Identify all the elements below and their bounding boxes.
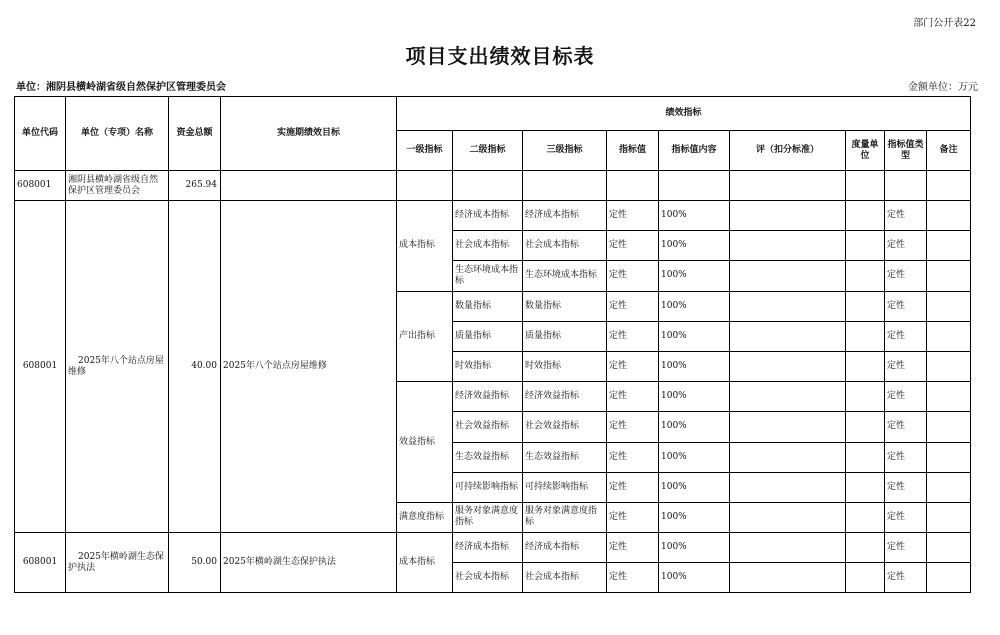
amount-unit-label: 金额单位：万元: [908, 82, 978, 93]
note-cell: [927, 231, 971, 261]
scoring-cell: [730, 472, 846, 502]
measure-unit-cell: [846, 502, 885, 532]
indicator-value: 定性: [607, 472, 659, 502]
indicator-value-type: 定性: [885, 563, 927, 593]
level1-indicator: 产出指标: [397, 291, 453, 382]
level3-indicator: 社会效益指标: [523, 412, 607, 442]
indicator-value-type: 定性: [885, 321, 927, 351]
level3-indicator: 时效指标: [523, 351, 607, 381]
scoring-cell: [730, 201, 846, 231]
empty-cell: [453, 171, 523, 201]
header-scoring: 评（扣分标准）: [730, 131, 846, 171]
page-title: 项目支出绩效目标表: [405, 44, 595, 68]
indicator-value-type: 定性: [885, 442, 927, 472]
measure-unit-cell: [846, 291, 885, 321]
level1-indicator: 效益指标: [397, 382, 453, 503]
level2-indicator: 生态效益指标: [453, 442, 523, 472]
scoring-cell: [730, 412, 846, 442]
indicator-value: 定性: [607, 321, 659, 351]
empty-cell: [221, 171, 397, 201]
level2-indicator: 经济成本指标: [453, 533, 523, 563]
header-level1: 一级指标: [397, 131, 453, 171]
header-measure-unit: 度量单位: [846, 131, 885, 171]
project-name: 2025年横岭湖生态保护执法: [66, 533, 169, 593]
note-cell: [927, 382, 971, 412]
project-goal: 2025年八个站点房屋维修: [221, 201, 397, 533]
note-cell: [927, 291, 971, 321]
empty-cell: [523, 171, 607, 201]
scoring-cell: [730, 533, 846, 563]
level3-indicator: 生态环境成本指标: [523, 261, 607, 291]
header-level3: 三级指标: [523, 131, 607, 171]
indicator-value: 定性: [607, 231, 659, 261]
scoring-cell: [730, 502, 846, 532]
scoring-cell: [730, 351, 846, 381]
indicator-value: 定性: [607, 412, 659, 442]
note-cell: [927, 442, 971, 472]
summary-name: 湘阴县横岭湖省级自然保护区管理委员会: [66, 171, 169, 201]
empty-cell: [846, 171, 885, 201]
indicator-value-type: 定性: [885, 261, 927, 291]
measure-unit-cell: [846, 351, 885, 381]
header-level2: 二级指标: [453, 131, 523, 171]
empty-cell: [607, 171, 659, 201]
level3-indicator: 社会成本指标: [523, 231, 607, 261]
project-amount: 50.00: [169, 533, 221, 593]
level2-indicator: 可持续影响指标: [453, 472, 523, 502]
summary-row: [15, 171, 971, 201]
indicator-value: 定性: [607, 351, 659, 381]
level1-indicator: 成本指标: [397, 201, 453, 292]
level2-indicator: 时效指标: [453, 351, 523, 381]
indicator-value: 定性: [607, 533, 659, 563]
measure-unit-cell: [846, 412, 885, 442]
empty-cell: [730, 171, 846, 201]
level3-indicator: 数量指标: [523, 291, 607, 321]
performance-table: [14, 96, 971, 593]
table-row: [15, 533, 971, 563]
level2-indicator: 社会效益指标: [453, 412, 523, 442]
header-fund-total: 资金总额: [169, 97, 221, 171]
summary-amount: 265.94: [169, 171, 221, 201]
measure-unit-cell: [846, 201, 885, 231]
project-name: 2025年八个站点房屋维修: [66, 201, 169, 533]
level3-indicator: 质量指标: [523, 321, 607, 351]
note-cell: [927, 412, 971, 442]
indicator-value-content: 100%: [659, 231, 730, 261]
indicator-value: 定性: [607, 442, 659, 472]
indicator-value: 定性: [607, 291, 659, 321]
level2-indicator: 数量指标: [453, 291, 523, 321]
level2-indicator: 经济成本指标: [453, 201, 523, 231]
indicator-value: 定性: [607, 261, 659, 291]
note-cell: [927, 321, 971, 351]
header-unit-name: 单位（专项）名称: [66, 97, 169, 171]
indicator-value-content: 100%: [659, 351, 730, 381]
indicator-value: 定性: [607, 201, 659, 231]
indicator-value-type: 定性: [885, 412, 927, 442]
indicator-value-content: 100%: [659, 321, 730, 351]
header-unit-code: 单位代码: [15, 97, 66, 171]
indicator-value-content: 100%: [659, 261, 730, 291]
indicator-value: 定性: [607, 502, 659, 532]
indicator-value-type: 定性: [885, 533, 927, 563]
level3-indicator: 经济效益指标: [523, 382, 607, 412]
scoring-cell: [730, 291, 846, 321]
header-note: 备注: [927, 131, 971, 171]
scoring-cell: [730, 382, 846, 412]
measure-unit-cell: [846, 382, 885, 412]
indicator-value-type: 定性: [885, 231, 927, 261]
header-value-content: 指标值内容: [659, 131, 730, 171]
indicator-value-content: 100%: [659, 442, 730, 472]
header-value-type: 指标值类型: [885, 131, 927, 171]
measure-unit-cell: [846, 442, 885, 472]
header-value: 指标值: [607, 131, 659, 171]
level3-indicator: 社会成本指标: [523, 563, 607, 593]
measure-unit-cell: [846, 533, 885, 563]
level2-indicator: 社会成本指标: [453, 563, 523, 593]
scoring-cell: [730, 231, 846, 261]
level1-indicator: 满意度指标: [397, 502, 453, 532]
note-cell: [927, 351, 971, 381]
indicator-value-type: 定性: [885, 351, 927, 381]
indicator-value: 定性: [607, 382, 659, 412]
project-code: 608001: [15, 201, 66, 533]
level3-indicator: 可持续影响指标: [523, 472, 607, 502]
level2-indicator: 社会成本指标: [453, 231, 523, 261]
level2-indicator: 服务对象满意度指标: [453, 502, 523, 532]
scoring-cell: [730, 321, 846, 351]
unit-label: 单位：湘阴县横岭湖省级自然保护区管理委员会: [16, 82, 226, 93]
empty-cell: [885, 171, 927, 201]
note-cell: [927, 472, 971, 502]
project-amount: 40.00: [169, 201, 221, 533]
summary-code: 608001: [15, 171, 66, 201]
indicator-value-type: 定性: [885, 291, 927, 321]
header-goal: 实施期绩效目标: [221, 97, 397, 171]
level3-indicator: 经济成本指标: [523, 533, 607, 563]
indicator-value-content: 100%: [659, 382, 730, 412]
measure-unit-cell: [846, 261, 885, 291]
measure-unit-cell: [846, 472, 885, 502]
indicator-value-content: 100%: [659, 563, 730, 593]
indicator-value-content: 100%: [659, 291, 730, 321]
table-row: [15, 201, 971, 231]
empty-cell: [397, 171, 453, 201]
note-cell: [927, 502, 971, 532]
empty-cell: [927, 171, 971, 201]
level3-indicator: 生态效益指标: [523, 442, 607, 472]
level2-indicator: 经济效益指标: [453, 382, 523, 412]
scoring-cell: [730, 442, 846, 472]
note-cell: [927, 533, 971, 563]
indicator-value-type: 定性: [885, 382, 927, 412]
indicator-value-content: 100%: [659, 472, 730, 502]
indicator-value-type: 定性: [885, 472, 927, 502]
empty-cell: [659, 171, 730, 201]
indicator-value-type: 定性: [885, 502, 927, 532]
level2-indicator: 质量指标: [453, 321, 523, 351]
note-cell: [927, 563, 971, 593]
scoring-cell: [730, 261, 846, 291]
indicator-value: 定性: [607, 563, 659, 593]
indicator-value-content: 100%: [659, 533, 730, 563]
indicator-value-type: 定性: [885, 201, 927, 231]
note-cell: [927, 201, 971, 231]
indicator-value-content: 100%: [659, 201, 730, 231]
scoring-cell: [730, 563, 846, 593]
level3-indicator: 经济成本指标: [523, 201, 607, 231]
header-indicators: 绩效指标: [397, 97, 971, 131]
corner-tag: 部门公开表22: [913, 18, 976, 29]
indicator-value-content: 100%: [659, 412, 730, 442]
note-cell: [927, 261, 971, 291]
level1-indicator: 成本指标: [397, 533, 453, 593]
indicator-value-content: 100%: [659, 502, 730, 532]
measure-unit-cell: [846, 231, 885, 261]
level2-indicator: 生态环境成本指标: [453, 261, 523, 291]
measure-unit-cell: [846, 563, 885, 593]
level3-indicator: 服务对象满意度指标: [523, 502, 607, 532]
project-goal: 2025年横岭湖生态保护执法: [221, 533, 397, 593]
measure-unit-cell: [846, 321, 885, 351]
project-code: 608001: [15, 533, 66, 593]
